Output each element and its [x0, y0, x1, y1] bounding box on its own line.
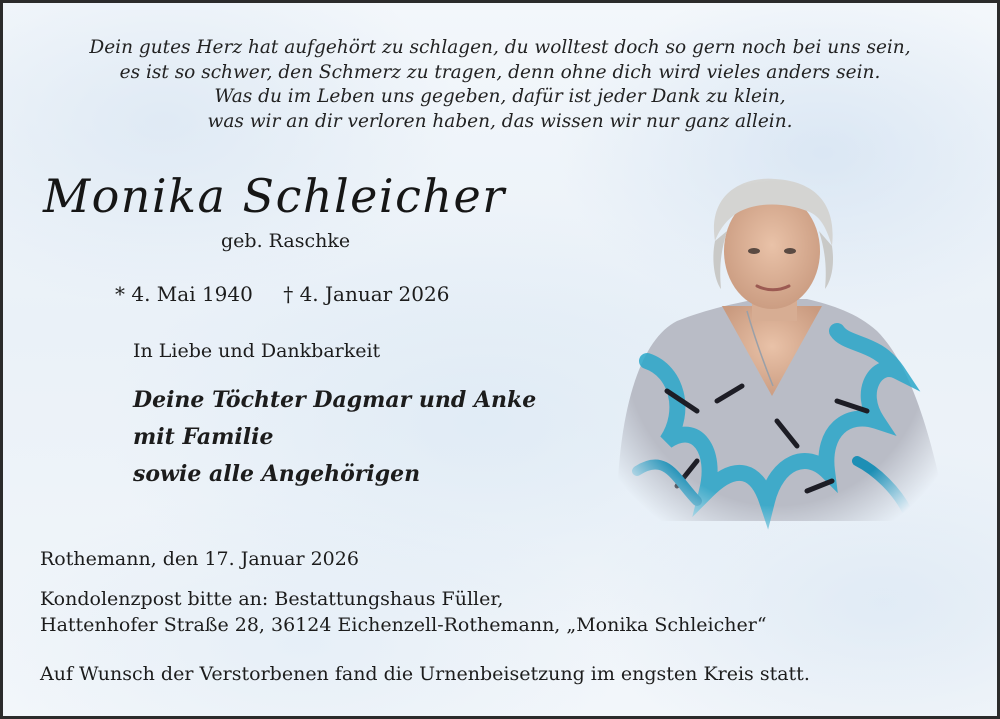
- verse-line: Was du im Leben uns gegeben, dafür ist jeder Dank zu klein,: [214, 86, 786, 107]
- deceased-name: Monika Schleicher: [43, 169, 506, 223]
- burial-note: Auf Wunsch der Verstorbenen fand die Urnenbeisetzung im engsten Kreis statt.: [40, 663, 810, 685]
- verse-line: es ist so schwer, den Schmerz zu tragen, denn ohne dich wird vieles anders sein.: [119, 61, 881, 83]
- mourner-line: Deine Töchter Dagmar und Anke: [133, 387, 537, 413]
- birth-date: * 4. Mai 1940: [115, 282, 253, 306]
- place-date: Rothemann, den 17. Januar 2026: [40, 548, 359, 570]
- condolence-line-1: Kondolenzpost bitte an: Bestattungshaus Füller,: [40, 588, 504, 610]
- life-dates: [115, 282, 449, 306]
- verse-line: was wir an dir verloren haben, das wissen wir nur ganz allein.: [207, 110, 793, 132]
- maiden-name: geb. Raschke: [221, 230, 351, 252]
- mourners-list: [133, 382, 536, 493]
- mourner-line: sowie alle Angehörigen: [133, 461, 421, 487]
- condolence-line-2: Hattenhofer Straße 28, 36124 Eichenzell-Rothemann, „Monika Schleicher“: [40, 614, 767, 636]
- verse-line: Dein gutes Herz hat aufgehört zu schlagen, du wolltest doch so gern noch bei uns sein,: [89, 37, 911, 58]
- farewell-line: In Liebe und Dankbarkeit: [133, 340, 381, 362]
- portrait-photo: [607, 171, 947, 531]
- death-date: † 4. Januar 2026: [283, 282, 450, 306]
- poem-verse: [3, 36, 997, 134]
- mourner-line: mit Familie: [133, 424, 274, 450]
